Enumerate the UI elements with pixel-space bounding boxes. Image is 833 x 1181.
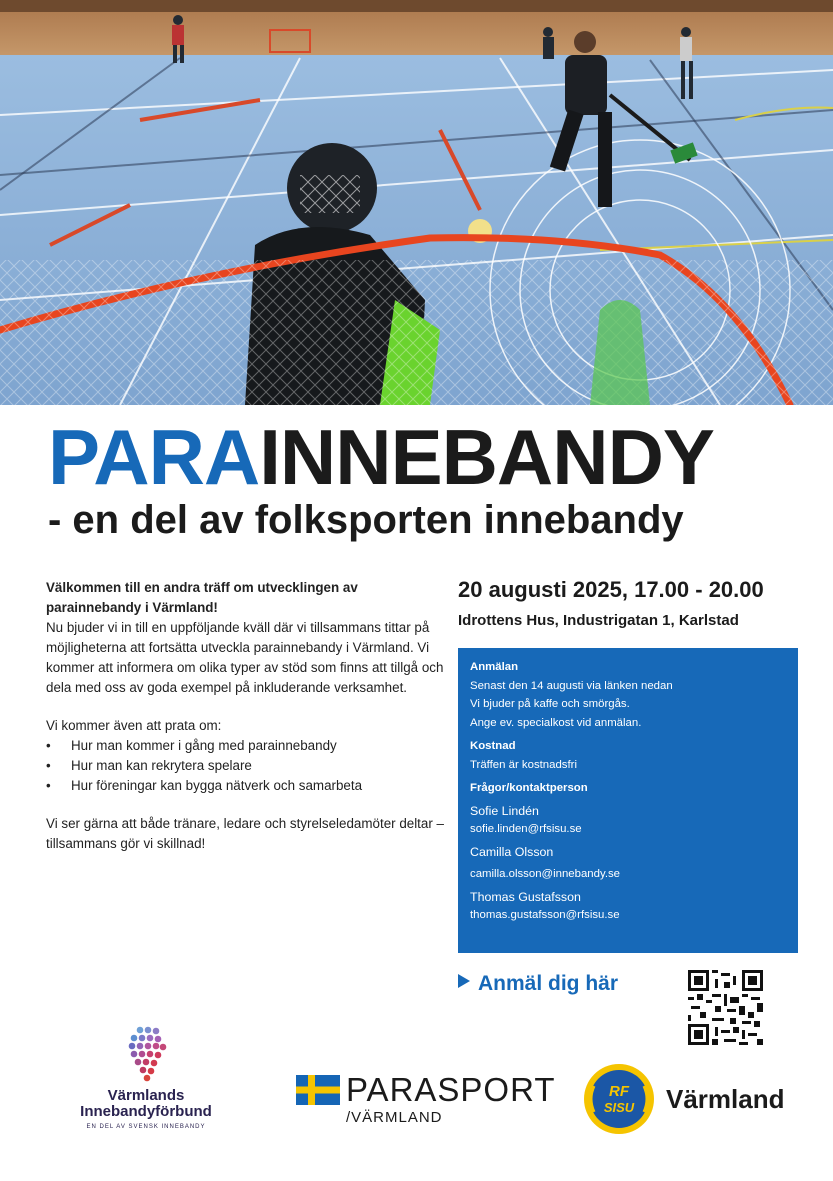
page-subtitle: - en del av folksporten innebandy [48,498,684,542]
list-item [46,756,444,776]
parasport-logo [296,1071,556,1133]
contact-name: Camilla Olsson [470,844,554,859]
bullet: • [46,778,51,793]
list-item [46,776,444,796]
logo-line1: Värmlands [107,1087,185,1104]
contact-name: Thomas Gustafsson [470,889,581,904]
innebandyforbund-logo [66,1025,226,1135]
topic-text: Hur man kommer i gång med parainnebandy [71,738,337,753]
logo-tagline: EN DEL AV SVENSK INNEBANDY [86,1124,206,1130]
dots-emblem-icon [123,1025,169,1083]
signup-link-label: Anmäl dig här [478,972,619,995]
signup-line: Vi bjuder på kaffe och smörgås. [470,698,630,710]
signup-link[interactable] [458,972,618,996]
contact-heading: Frågor/kontaktperson [470,782,588,794]
contact-email[interactable]: thomas.gustafsson@rfsisu.se [470,909,620,921]
contact-name: Sofie Lindén [470,803,539,818]
cost-heading: Kostnad [470,740,516,752]
event-venue: Idrottens Hus, Industrigatan 1, Karlstad [458,612,739,629]
topics-intro: Vi kommer även att prata om: [46,718,222,733]
qr-code-icon[interactable] [688,970,763,1045]
intro-body: Nu bjuder vi in till en uppföljande kväll där vi tillsammans tittar på möjligheterna att fortsätta utveckla parainnebandy i Värmland. Vi kommer att informera om olika typer av stöd som finns att tillgå och dela med oss av goda exempel på inkluderande verksamhet. [46,620,444,695]
hero-photo [0,0,833,405]
topic-text: Hur föreningar kan bygga nätverk och samarbeta [71,778,363,793]
intro-closing: Vi ser gärna att både tränare, ledare och styrelseledamöter deltar – tillsammans gör vi skillnad! [46,816,444,851]
topic-text: Hur man kan rekrytera spelare [71,758,252,773]
bullet: • [46,738,51,753]
title-para: PARA [48,413,260,501]
badge-bottom-text: SISU [603,1100,635,1115]
signup-line: Ange ev. specialkost vid anmälan. [470,716,642,729]
swedish-flag-icon [296,1075,340,1105]
parasport-sub: /VÄRMLAND [346,1109,443,1126]
signup-heading: Anmälan [470,661,519,673]
cost-text: Träffen är kostnadsfri [470,758,577,771]
rf-sisu-logo [582,1062,802,1136]
contact-email[interactable]: sofie.linden@rfsisu.se [470,823,582,835]
intro-lead: Välkommen till en andra träff om utvecklingen av parainnebandy i Värmland! [46,580,358,615]
list-item [46,736,444,756]
rf-sisu-badge-icon [582,1062,656,1136]
logo-line2: Innebandyförbund [80,1103,212,1120]
parasport-word: PARASPORT [346,1071,556,1108]
page-title [48,412,714,502]
intro-text [46,578,444,854]
signup-line: Senast den 14 augusti via länken nedan [470,679,673,692]
event-datetime: 20 augusti 2025, 17.00 - 20.00 [458,577,764,602]
topics-list [46,736,444,796]
rf-sisu-word: Värmland [666,1084,785,1114]
badge-top-text: RF [609,1083,629,1100]
title-innebandy: INNEBANDY [259,413,714,501]
play-arrow-icon [458,974,470,988]
info-box [458,648,798,953]
bullet: • [46,758,51,773]
contact-email[interactable]: camilla.olsson@innebandy.se [470,868,621,880]
